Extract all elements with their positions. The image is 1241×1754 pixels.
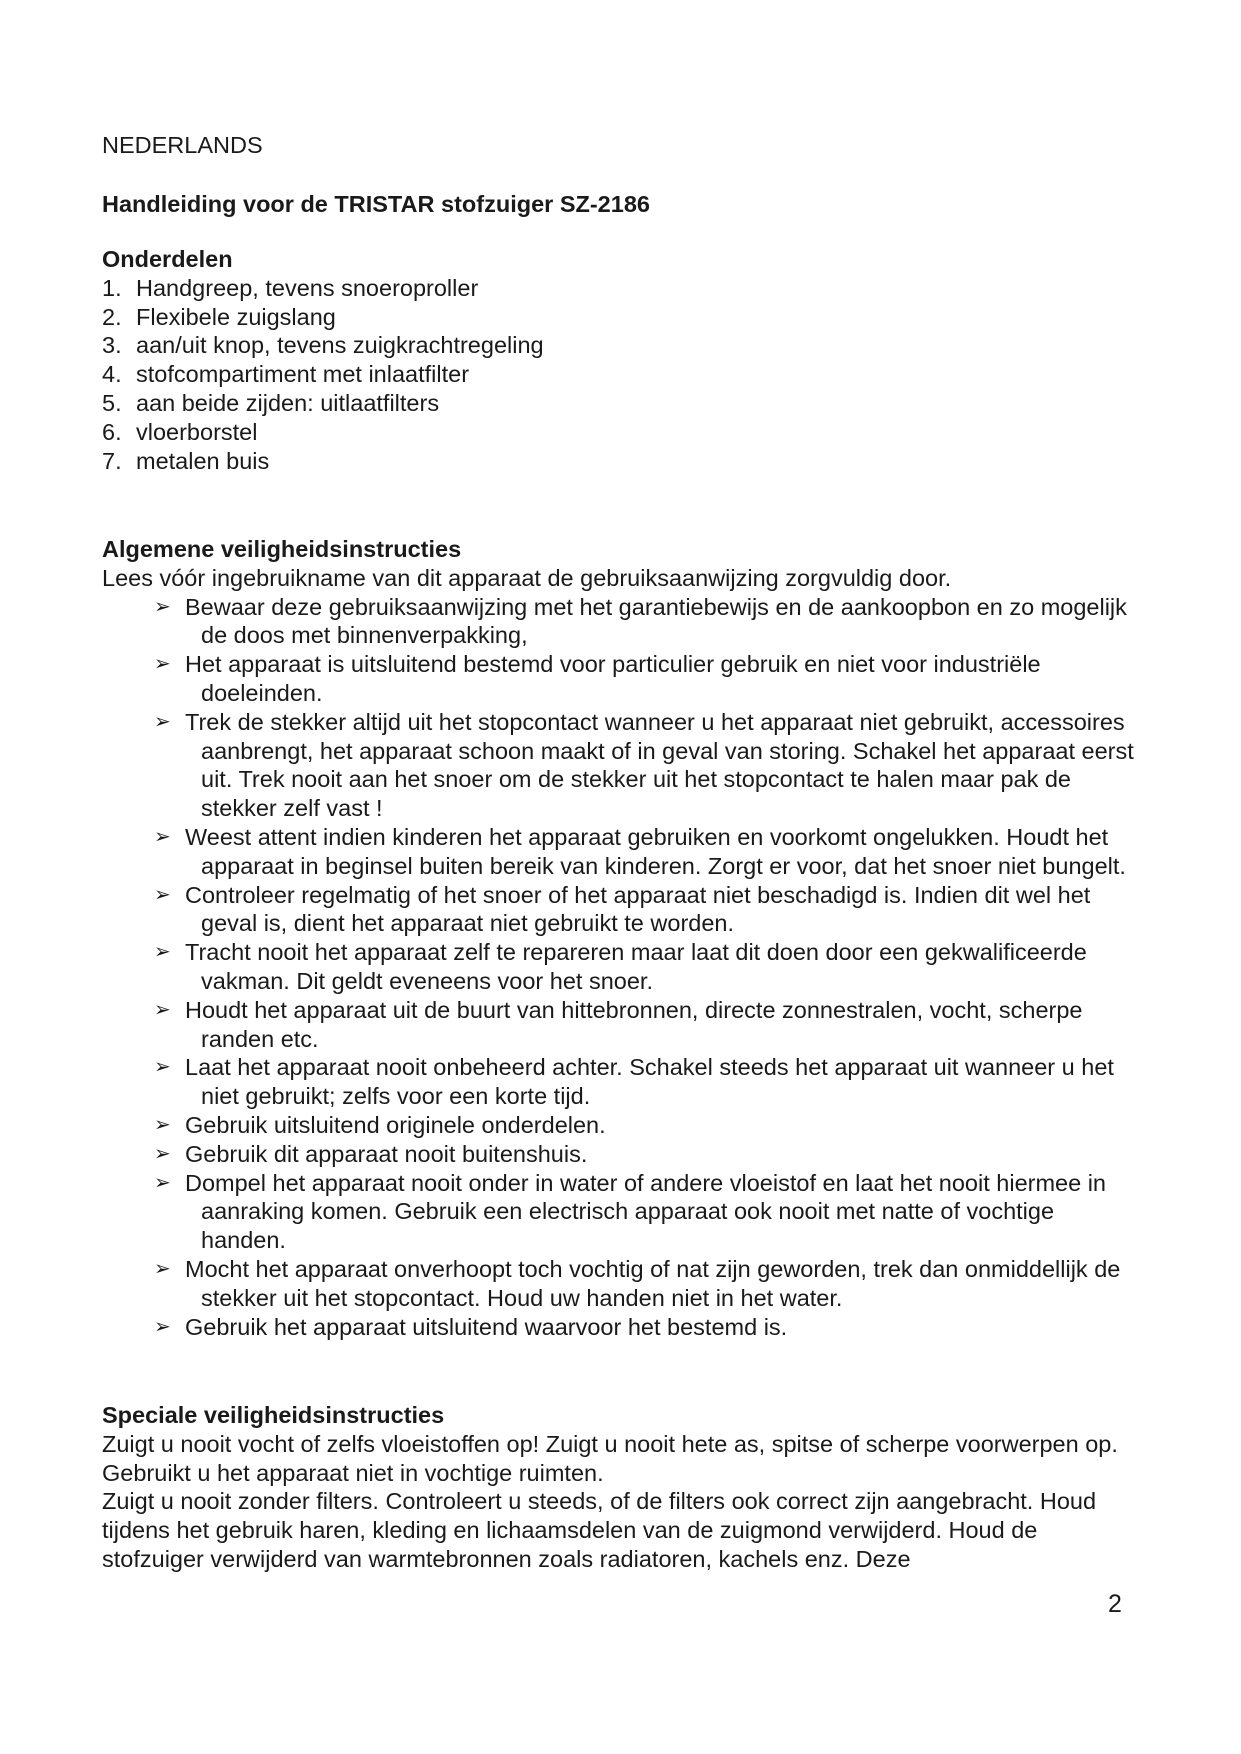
list-item: ➢ Mocht het apparaat onverhoopt toch vochtig of nat zijn geworden, trek dan onmiddellijk de stekker uit het stopcontact. Houd uw handen niet in het water. xyxy=(154,1255,1121,1311)
parts-heading: Onderdelen xyxy=(102,246,233,272)
safety-instructions-list xyxy=(102,593,1142,1342)
list-item: ➢ Gebruik het apparaat uitsluitend waarvoor het bestemd is. xyxy=(154,1313,788,1340)
general-safety-intro: Lees vóór ingebruikname van dit apparaat de gebruiksaanwijzing zorgvuldig door. xyxy=(102,564,952,591)
arrow-bullet-icon: ➢ xyxy=(154,1142,171,1165)
arrow-bullet-icon: ➢ xyxy=(154,825,171,848)
special-safety-heading: Speciale veiligheidsinstructies xyxy=(102,1402,445,1428)
special-safety-paragraph: Zuigt u nooit zonder filters. Controleert u steeds, of de filters ook correct zijn aangebracht. Houd tijdens het gebruik haren, kleding en lichaamsdelen van de zuigmond verwijderd. Houd de stofzuiger verwijderd van warmtebronnen zoals radiatoren, kachels enz. Deze xyxy=(102,1488,1097,1572)
general-safety-heading: Algemene veiligheidsinstructies xyxy=(102,536,462,562)
list-item: 1. Handgreep, tevens snoeroproller xyxy=(102,274,479,301)
parts-section xyxy=(102,245,1142,475)
arrow-bullet-icon: ➢ xyxy=(154,1056,171,1079)
list-item: 5. aan beide zijden: uitlaatfilters xyxy=(102,389,440,416)
manual-title: Handleiding voor de TRISTAR stofzuiger SZ-2186 xyxy=(102,191,650,217)
list-item: ➢ Tracht nooit het apparaat zelf te repareren maar laat dit doen door een gekwalificeerde vakman. Dit geldt eveneens voor het snoer. xyxy=(154,939,1087,994)
arrow-bullet-icon: ➢ xyxy=(154,1257,171,1280)
list-item: ➢ Bewaar deze gebruiksaanwijzing met het garantiebewijs en de aankoopbon en zo mogelijk de doos met binnenverpakking, xyxy=(154,593,1127,649)
list-item: ➢ Dompel het apparaat nooit onder in water of andere vloeistof en laat het nooit hiermee in aanraking komen. Gebruik een electrisch apparaat ook nooit met natte of vochtige handen. xyxy=(154,1169,1106,1254)
list-item: 7. metalen buis xyxy=(102,447,270,474)
arrow-bullet-icon: ➢ xyxy=(154,1171,171,1194)
list-item: 3. aan/uit knop, tevens zuigkrachtregeling xyxy=(102,332,544,359)
arrow-bullet-icon: ➢ xyxy=(154,710,171,733)
list-item: 6. vloerborstel xyxy=(102,418,258,445)
list-item: ➢ Controleer regelmatig of het snoer of het apparaat niet beschadigd is. Indien dit wel het geval is, dient het apparaat niet gebruikt te worden. xyxy=(154,881,1091,937)
list-item: ➢ Weest attent indien kinderen het apparaat gebruiken en voorkomt ongelukken. Houdt het apparaat in beginsel buiten bereik van kinderen. Zorgt er voor, dat het snoer niet bungelt. xyxy=(154,823,1126,879)
list-item: 4. stofcompartiment met inlaatfilter xyxy=(102,361,470,388)
arrow-bullet-icon: ➢ xyxy=(154,653,171,676)
special-safety-section xyxy=(102,1401,1142,1574)
arrow-bullet-icon: ➢ xyxy=(154,595,171,618)
arrow-bullet-icon: ➢ xyxy=(154,1315,171,1338)
special-safety-paragraph: Zuigt u nooit vocht of zelfs vloeistoffen op! Zuigt u nooit hete as, spitse of scherpe voorwerpen op. Gebruikt u het apparaat niet in vochtige ruimten. xyxy=(102,1430,1118,1486)
list-item: ➢ Gebruik uitsluitend originele onderdelen. xyxy=(154,1111,606,1138)
arrow-bullet-icon: ➢ xyxy=(154,1113,171,1136)
arrow-bullet-icon: ➢ xyxy=(154,941,171,964)
arrow-bullet-icon: ➢ xyxy=(154,883,171,906)
language-label: NEDERLANDS xyxy=(102,132,263,158)
list-item: ➢ Trek de stekker altijd uit het stopcontact wanneer u het apparaat niet gebruikt, accessoires aanbrengt, het apparaat schoon maakt of in geval van storing. Schakel het apparaat eerst uit. Trek nooit aan het snoer om de stekker uit het stopcontact te halen maar pak de stekker zelf vast ! xyxy=(154,708,1134,822)
page-number: 2 xyxy=(1108,1590,1122,1618)
list-item: ➢ Gebruik dit apparaat nooit buitenshuis. xyxy=(154,1140,588,1167)
list-item: ➢ Houdt het apparaat uit de buurt van hittebronnen, directe zonnestralen, vocht, scherpe randen etc. xyxy=(154,996,1083,1052)
parts-list xyxy=(102,274,1142,476)
list-item: 2. Flexibele zuigslang xyxy=(102,303,336,330)
list-item: ➢ Laat het apparaat nooit onbeheerd achter. Schakel steeds het apparaat uit wanneer u het niet gebruikt; zelfs voor een korte tijd. xyxy=(154,1054,1114,1110)
arrow-bullet-icon: ➢ xyxy=(154,998,171,1021)
list-item: ➢ Het apparaat is uitsluitend bestemd voor particulier gebruik en niet voor industriële doeleinden. xyxy=(154,651,1041,706)
general-safety-section xyxy=(102,535,1142,1341)
